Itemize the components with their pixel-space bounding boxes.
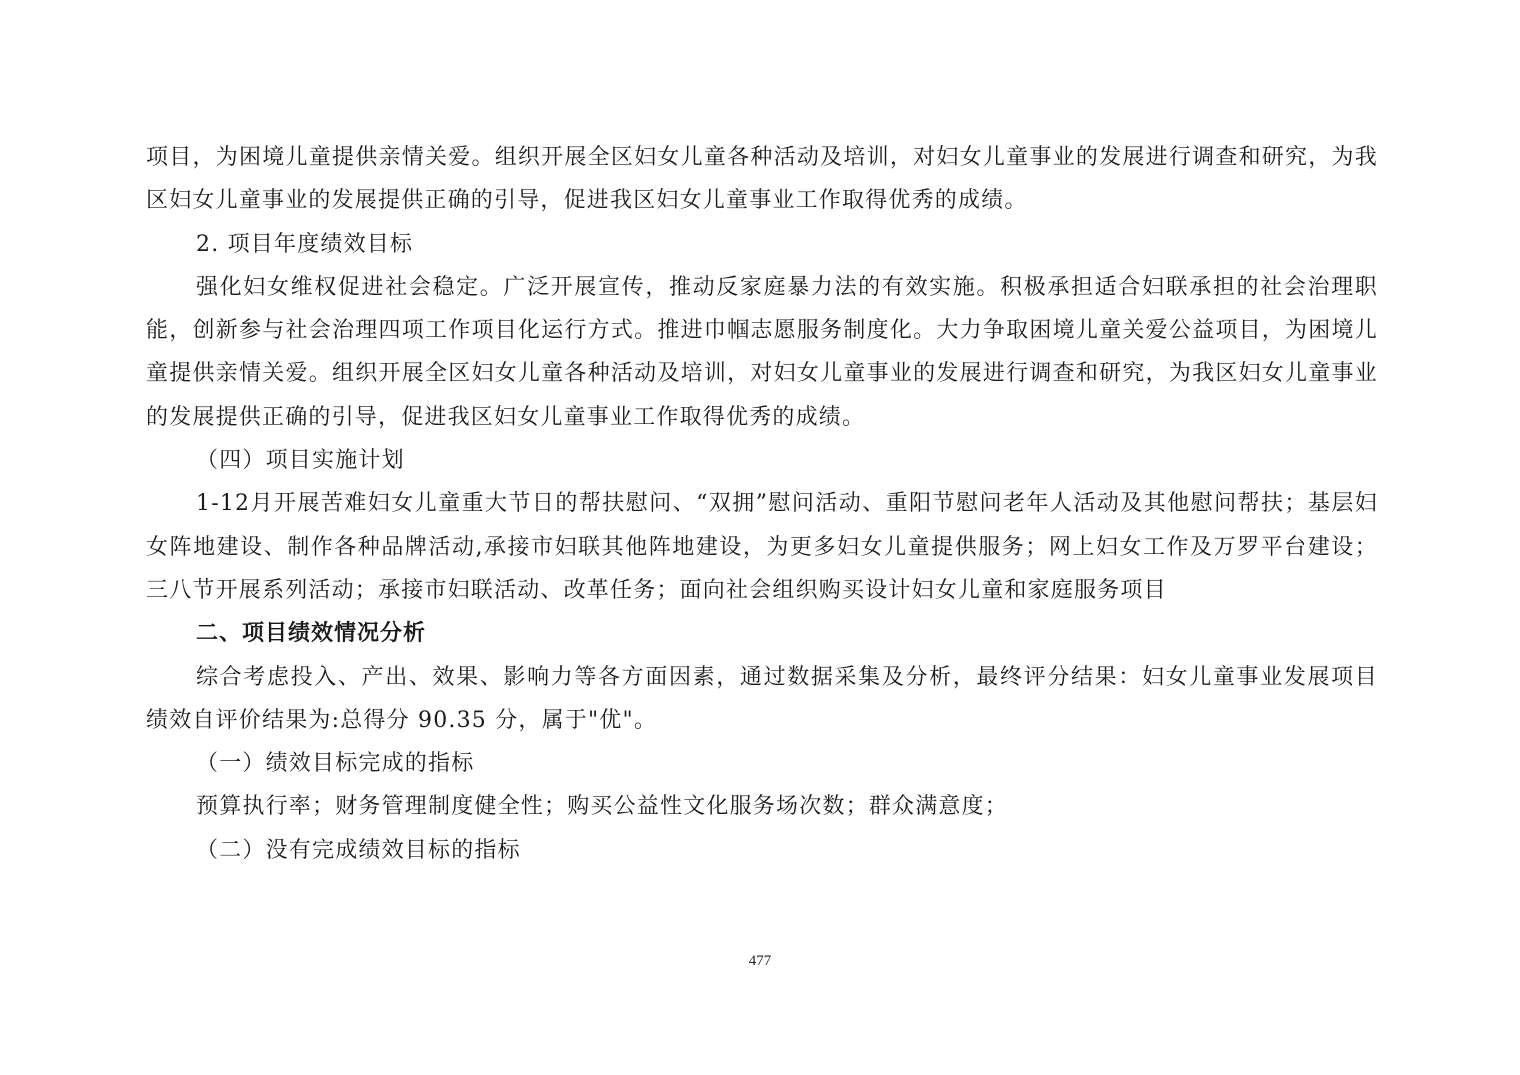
subsection-title: （二）没有完成绩效目标的指标 [196, 837, 521, 863]
body-paragraph: 强化妇女维权促进社会稳定。广泛开展宣传，推动反家庭暴力法的有效实施。积极承担适合妇联承担的社会治理职能，创新参与社会治理四项工作项目化运行方式。推进巾帼志愿服务制度化。大力争取困境儿童关爱公益项目，为困境儿童提供亲情关爱。组织开展全区妇女儿童各种活动及培训，对妇女儿童事业的发展进行调查和研究，为我区妇女儿童事业的发展提供正确的引导，促进我区妇女儿童事业工作取得优秀的成绩。 [146, 274, 1378, 430]
subsection-title: 2. 项目年度绩效目标 [196, 231, 414, 257]
subsection-title: （一）绩效目标完成的指标 [196, 751, 475, 777]
section-heading: 二、项目绩效情况分析 [196, 621, 427, 647]
body-paragraph: 1-12月开展苦难妇女儿童重大节日的帮扶慰问、“双拥”慰问活动、重阳节慰问老年人活动及其他慰问帮扶；基层妇女阵地建设、制作各种品牌活动,承接市妇联其他阵地建设，为更多妇女儿童提供服务；网上妇女工作及万罗平台建设；三八节开展系列活动；承接市妇联活动、改革任务；面向社会组织购买设计妇女儿童和家庭服务项目 [146, 491, 1378, 603]
body-paragraph: 项目，为困境儿童提供亲情关爱。组织开展全区妇女儿童各种活动及培训，对妇女儿童事业的发展进行调查和研究，为我区妇女儿童事业的发展提供正确的引导，促进我区妇女儿童事业工作取得优秀的成绩。 [146, 145, 1378, 214]
page-number: 477 [748, 953, 772, 969]
body-paragraph: 综合考虑投入、产出、效果、影响力等各方面因素，通过数据采集及分析，最终评分结果：妇女儿童事业发展项目绩效自评价结果为:总得分 90.35 分，属于"优"。 [146, 664, 1378, 733]
subsection-title: （四）项目实施计划 [196, 448, 405, 474]
body-paragraph: 预算执行率；财务管理制度健全性；购买公益性文化服务场次数；群众满意度； [196, 794, 1009, 820]
document-body [146, 136, 1378, 872]
